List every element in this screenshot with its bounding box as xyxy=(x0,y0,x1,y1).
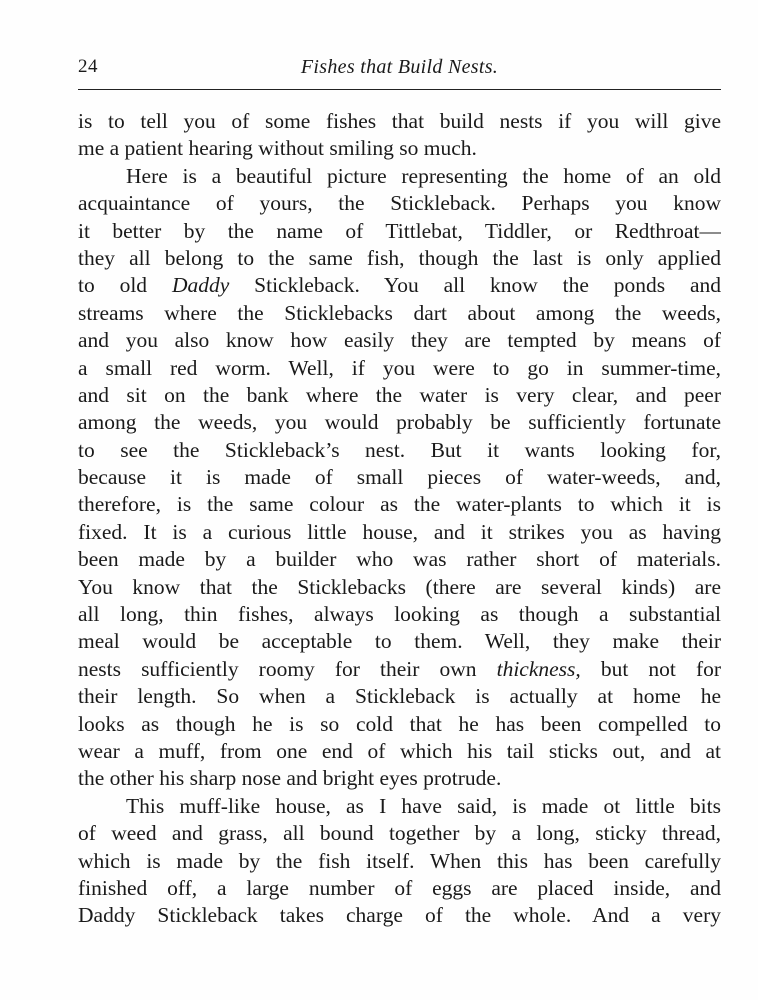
paragraph-start-line: Here is a beautiful picture representing the home of an old xyxy=(126,163,721,188)
text-line: and you also know how easily they are tempted by means of xyxy=(78,328,721,353)
text-fragment: Stickleback. You all know the ponds and xyxy=(254,273,721,298)
text-line: fixed. It is a curious little house, and it strikes you as having xyxy=(78,519,721,544)
text-line: streams where the Sticklebacks dart about among the weeds, xyxy=(78,300,721,325)
text-line: of weed and grass, all bound together by a long, sticky thread, xyxy=(78,821,721,846)
text-line: wear a muff, from one end of which his tail sticks out, and at xyxy=(78,738,721,763)
text-line: You know that the Sticklebacks (there are several kinds) are xyxy=(78,574,721,599)
text-line: all long, thin fishes, always looking as though a substantial xyxy=(78,602,721,627)
running-title: Fishes that Build Nests. xyxy=(300,56,499,78)
text-fragment: nests sufficiently roomy for their own xyxy=(78,656,477,681)
italic-word: thickness, xyxy=(496,656,581,681)
header-rule xyxy=(78,89,721,90)
text-line: finished off, a large number of eggs are placed inside, and xyxy=(78,875,721,900)
text-fragment: but not for xyxy=(600,656,721,681)
text-line xyxy=(78,656,721,683)
paragraph-start-line: This muff-like house, as I have said, is made ot little bits xyxy=(126,793,721,818)
text-line: Daddy Stickleback takes charge of the whole. And a very xyxy=(78,903,721,928)
text-line: they all belong to the same fish, though the last is only applied xyxy=(78,245,721,270)
text-line: it better by the name of Tittlebat, Tiddler, or Redthroat— xyxy=(78,218,721,243)
text-line: to see the Stickleback’s nest. But it wants looking for, xyxy=(78,437,721,462)
text-line: their length. So when a Stickleback is actually at home he xyxy=(78,684,721,709)
text-line: been made by a builder who was rather short of materials. xyxy=(78,547,721,572)
text-line: is to tell you of some fishes that build nests if you will give xyxy=(78,109,721,133)
text-line: the other his sharp nose and bright eyes protrude. xyxy=(78,766,502,791)
text-line: among the weeds, you would probably be sufficiently fortunate xyxy=(78,410,721,435)
text-line: a small red worm. Well, if you were to go in summer-time, xyxy=(78,355,721,380)
text-line: acquaintance of yours, the Stickleback. Perhaps you know xyxy=(78,191,721,216)
text-line: looks as though he is so cold that he has been compelled to xyxy=(78,711,721,736)
body-text xyxy=(78,108,721,930)
text-line: which is made by the fish itself. When this has been carefully xyxy=(78,848,721,873)
text-line: because it is made of small pieces of water-weeds, and, xyxy=(78,465,721,490)
italic-word: Daddy xyxy=(171,273,230,298)
text-line xyxy=(78,272,721,299)
page-number: 24 xyxy=(78,56,98,77)
text-line: meal would be acceptable to them. Well, they make their xyxy=(78,629,721,654)
text-line: therefore, is the same colour as the water-plants to which it is xyxy=(78,492,721,517)
text-line: me a patient hearing without smiling so much. xyxy=(78,136,477,161)
page-header xyxy=(78,56,721,86)
text-line: and sit on the bank where the water is very clear, and peer xyxy=(78,382,721,407)
text-fragment: to old xyxy=(78,273,148,298)
